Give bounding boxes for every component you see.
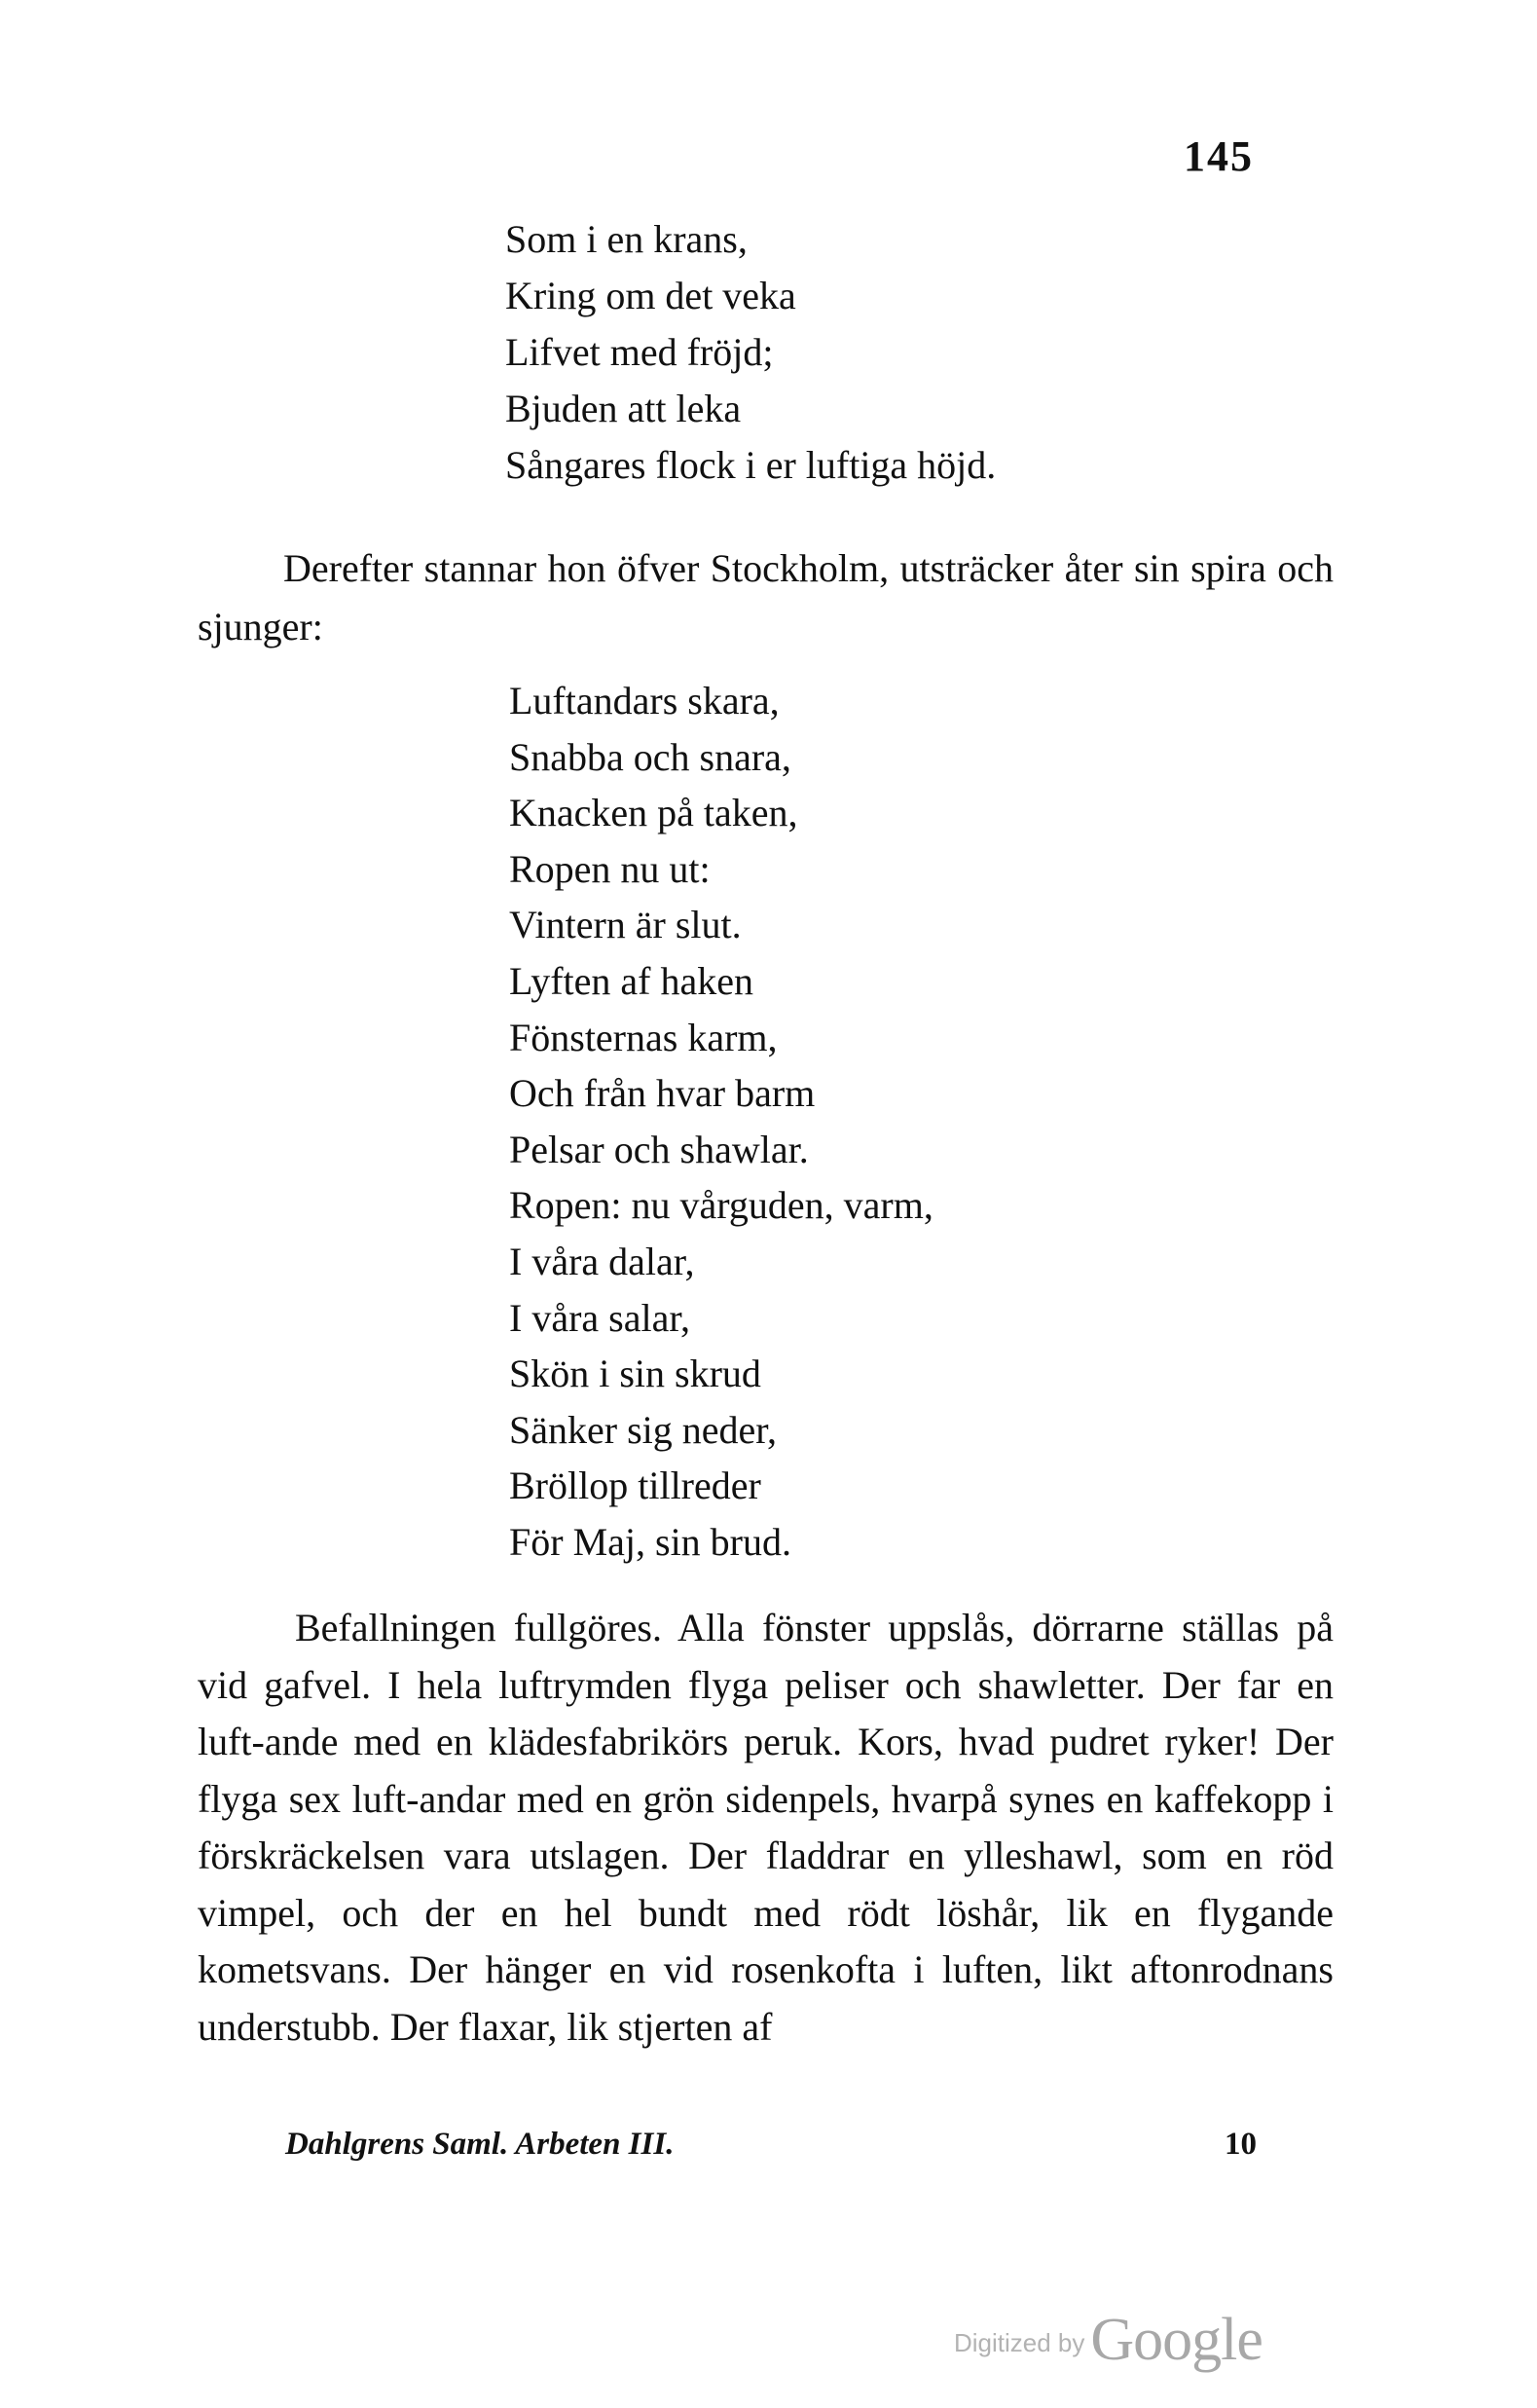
paragraph-1: Derefter stannar hon öfver Stockholm, utsträcker åter sin spira och sjunger:: [198, 546, 1334, 648]
watermark-prefix: Digitized by: [954, 2328, 1085, 2357]
google-logo: Google: [1090, 2307, 1263, 2373]
verse-line: Pelsar och shawlar.: [509, 1127, 809, 1171]
verse-line: Vintern är slut.: [509, 903, 742, 947]
verse-line: Som i en krans,: [505, 217, 748, 261]
verse-line: Knacken på taken,: [509, 791, 798, 835]
verse-line: Lyften af haken: [509, 958, 753, 1003]
page-number: 145: [1184, 132, 1254, 180]
verse-line: Och från hvar barm: [509, 1071, 816, 1116]
verse-line: Snabba och snara,: [509, 734, 791, 779]
verse-line: I våra dalar,: [509, 1239, 695, 1283]
verse-line: För Maj, sin brud.: [509, 1519, 791, 1564]
verse-line: Ropen nu ut:: [509, 846, 711, 891]
verse-line: Sångares flock i er luftiga höjd.: [505, 443, 997, 487]
verse-line: Fönsternas karm,: [509, 1015, 778, 1059]
verse-line: Ropen: nu vårguden, varm,: [509, 1183, 933, 1228]
google-watermark: [954, 2306, 1263, 2375]
verse-line: I våra salar,: [509, 1295, 691, 1340]
footer-title: Dahlgrens Saml. Arbeten III.: [285, 2127, 675, 2162]
footer-signature: 10: [1225, 2127, 1257, 2162]
verse-2: [509, 679, 933, 1579]
paragraph-2: Befallningen fullgöres. Alla fönster uppslås, dörrarne ställas på vid gafvel. I hela luftrymden flyga peliser och shawletter. Der far en luft-ande med en klädesfabrikörs peruk. Kors, hvad pudret ryker! Der flyga sex luft-andar med en grön sidenpels, hvarpå synes en kaffekopp i förskräckelsen vara utslagen. Der fladdrar en ylleshawl, som en röd vimpel, och der en hel bundt med rödt löshår, lik en flygande kometsvans. Der hänger en vid rosenkofta i luften, likt aftonrodnans understubb. Der flaxar, lik stjerten af: [198, 1606, 1334, 2049]
verse-line: Sänker sig neder,: [509, 1407, 777, 1452]
verse-1: [505, 217, 997, 502]
verse-line: Bröllop tillreder: [509, 1463, 761, 1508]
verse-line: Luftandars skara,: [509, 679, 780, 722]
verse-line: Skön i sin skrud: [509, 1352, 761, 1396]
verse-line: Lifvet med fröjd;: [505, 330, 774, 374]
verse-line: Bjuden att leka: [505, 387, 742, 430]
verse-line: Kring om det veka: [505, 274, 796, 317]
